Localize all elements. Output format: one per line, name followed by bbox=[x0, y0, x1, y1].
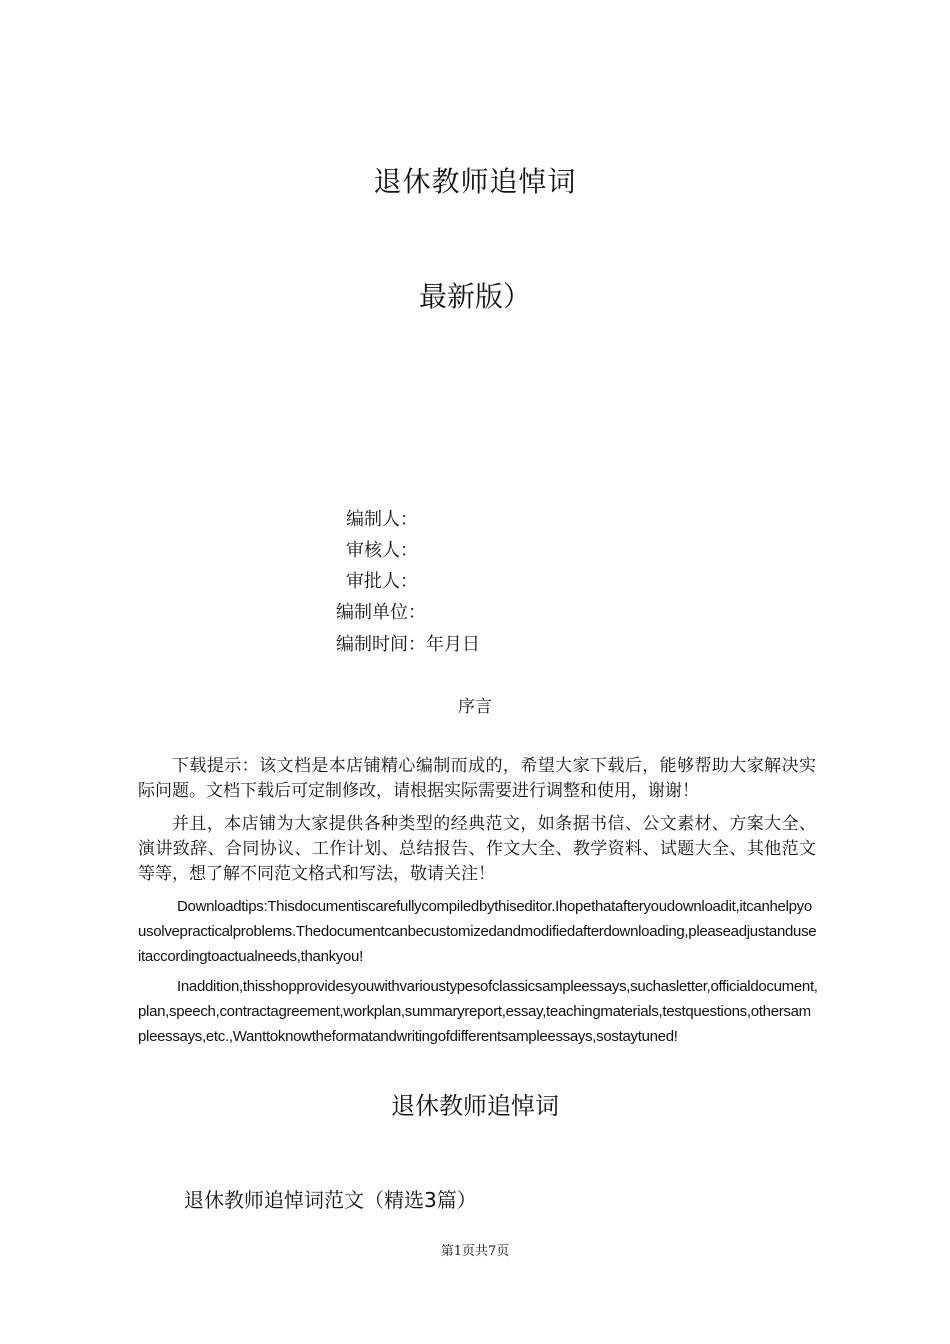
paragraph-cn-1: 下载提示：该文档是本店铺精心编制而成的，希望大家下载后，能够帮助大家解决实际问题。文档下载后可定制修改，请根据实际需要进行调整和使用，谢谢！ bbox=[138, 756, 816, 801]
document-title: 退休教师追悼词 bbox=[373, 165, 577, 198]
page-footer: 第1页共7页 bbox=[440, 1244, 510, 1259]
meta-reviewer: 审核人： bbox=[346, 540, 418, 561]
meta-approver: 审批人： bbox=[346, 571, 418, 592]
paragraph-cn-2: 并且，本店铺为大家提供各种类型的经典范文，如条据书信、公文素材、方案大全、演讲致辞、合同协议、工作计划、总结报告、作文大全、教学资料、试题大全、其他范文等等，想了解不同范文格式和写法，敬请关注！ bbox=[138, 814, 816, 884]
meta-compiler: 编制人： bbox=[346, 509, 418, 530]
paragraph-en-1: Downloadtips:Thisdocumentiscarefullycompiledbythiseditor.Ihopethatafteryoudownloadit,itcanhelpyousolvepracticalproblems.Thedocumentcanbecustomizedandmodifiedafterdownloading,pleaseadjustanduseitaccordingtoactualneeds,thankyou! bbox=[138, 898, 817, 965]
meta-unit: 编制单位： bbox=[336, 602, 426, 623]
document-subtitle: 最新版） bbox=[418, 280, 531, 313]
document-title-repeat: 退休教师追悼词 bbox=[391, 1092, 559, 1120]
preface-heading: 序言 bbox=[458, 697, 492, 717]
meta-time: 编制时间：年月日 bbox=[336, 634, 480, 655]
section-heading: 退休教师追悼词范文（精选3篇） bbox=[184, 1188, 477, 1212]
paragraph-en-2: Inaddition,thisshopprovidesyouwithvarioustypesofclassicsampleessays,suchasletter,officialdocument,plan,speech,contractagreement,workplan,summaryreport,essay,teachingmaterials,testquestions,othersampleessays,etc.,Wanttoknowtheformatandwritingofdifferentsampleessays,sostaytuned! bbox=[138, 978, 818, 1045]
